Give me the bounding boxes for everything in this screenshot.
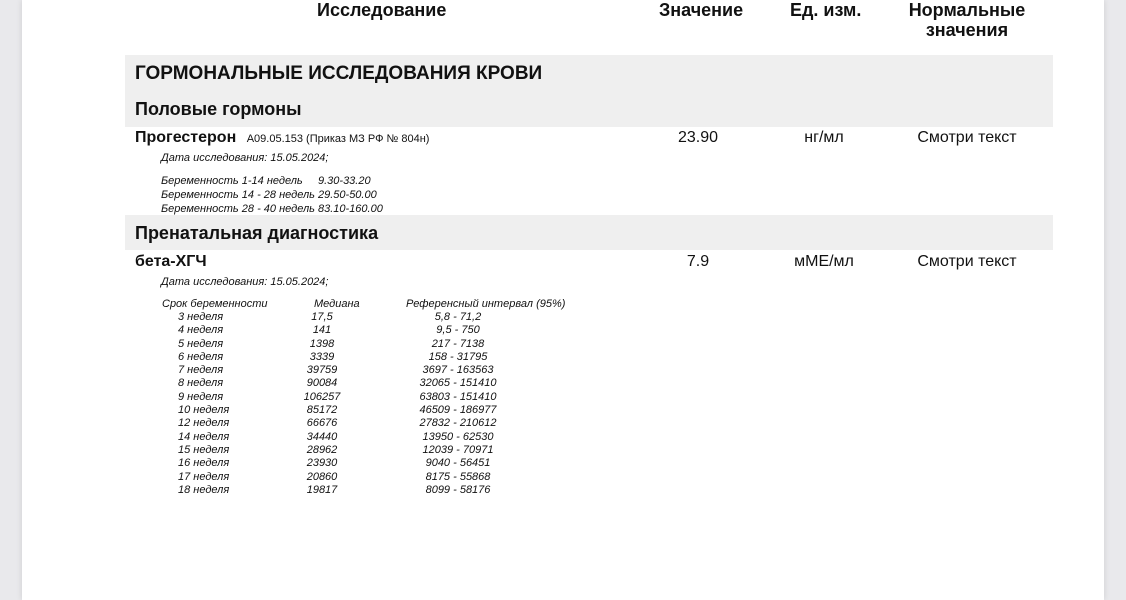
reference-line: Беременность 14 - 28 недель 29.50-50.00 <box>161 189 377 201</box>
test-code: A09.05.153 (Приказ МЗ РФ № 804н) <box>246 133 430 145</box>
table-cell-interval: 63803 - 151410 <box>419 390 497 403</box>
table-cell-term: 4 неделя <box>178 324 224 337</box>
table-cell-median: 106257 <box>303 390 341 403</box>
table-cell-median: 3339 <box>309 350 335 363</box>
report-page <box>22 0 1104 600</box>
table-cell-term: 17 неделя <box>178 470 230 483</box>
test-row-progesterone <box>135 129 429 147</box>
table-cell-median: 141 <box>312 324 332 337</box>
table-header-median: Медиана <box>314 298 360 310</box>
table-cell-median: 85172 <box>306 404 338 417</box>
table-cell-term: 9 неделя <box>178 390 224 403</box>
test-value: 23.90 <box>677 129 719 146</box>
table-header-interval: Референсный интервал (95%) <box>406 298 566 310</box>
reference-line: Беременность 1-14 недель 9.30-33.20 <box>161 175 371 187</box>
table-cell-term: 16 неделя <box>178 457 230 470</box>
table-cell-interval: 9040 - 56451 <box>425 457 491 470</box>
test-date: Дата исследования: 15.05.2024; <box>161 152 329 164</box>
table-cell-median: 17,5 <box>311 311 333 323</box>
table-cell-median: 19817 <box>306 483 338 496</box>
table-cell-term: 12 неделя <box>178 417 230 430</box>
test-unit: мМЕ/мл <box>794 253 854 270</box>
table-cell-interval: 13950 - 62530 <box>422 430 494 443</box>
table-cell-interval: 27832 - 210612 <box>419 417 497 430</box>
column-header-norm <box>892 0 1042 40</box>
table-cell-median: 34440 <box>306 430 338 443</box>
table-cell-interval: 3697 - 163563 <box>422 364 494 377</box>
test-value: 7.9 <box>686 253 710 270</box>
table-cell-interval: 12039 - 70971 <box>422 443 494 456</box>
table-cell-term: 3 неделя <box>178 311 224 323</box>
table-cell-term: 5 неделя <box>178 337 224 350</box>
test-date: Дата исследования: 15.05.2024; <box>161 276 329 288</box>
column-header-value: Значение <box>659 0 744 20</box>
table-cell-term: 18 неделя <box>178 483 230 496</box>
reference-ranges <box>161 174 383 216</box>
table-cell-median: 66676 <box>306 417 338 430</box>
group-title-sex-hormones: Половые гормоны <box>135 99 302 119</box>
table-cell-median: 90084 <box>306 377 338 390</box>
column-header-study: Исследование <box>317 0 447 20</box>
table-cell-interval: 8099 - 58176 <box>425 483 491 496</box>
table-cell-interval: 46509 - 186977 <box>419 404 497 417</box>
table-cell-term: 8 неделя <box>178 377 224 390</box>
table-cell-median: 28962 <box>306 443 338 456</box>
table-cell-interval: 9,5 - 750 <box>436 324 480 337</box>
table-cell-term: 15 неделя <box>178 443 230 456</box>
table-cell-interval: 8175 - 55868 <box>425 470 491 483</box>
test-name: Прогестерон <box>135 129 237 146</box>
table-cell-median: 20860 <box>306 470 338 483</box>
table-cell-term: 10 неделя <box>178 404 230 417</box>
column-header-norm-line1: Нормальные <box>908 0 1026 20</box>
test-norm: Смотри текст <box>917 129 1017 146</box>
test-name-bhcg: бета-ХГЧ <box>135 253 207 270</box>
table-header-term: Срок беременности <box>162 298 268 310</box>
table-cell-interval: 5,8 - 71,2 <box>434 311 482 323</box>
table-cell-term: 14 неделя <box>178 430 230 443</box>
table-cell-median: 39759 <box>306 364 338 377</box>
test-norm: Смотри текст <box>917 253 1017 270</box>
table-cell-term: 6 неделя <box>178 350 224 363</box>
column-header-norm-line2: значения <box>925 20 1009 40</box>
table-cell-interval: 158 - 31795 <box>428 350 488 363</box>
table-cell-term: 7 неделя <box>178 364 224 377</box>
section-title: ГОРМОНАЛЬНЫЕ ИССЛЕДОВАНИЯ КРОВИ <box>135 63 543 84</box>
reference-line: Беременность 28 - 40 недель 83.10-160.00 <box>161 203 383 215</box>
table-cell-median: 23930 <box>306 457 338 470</box>
table-cell-interval: 217 - 7138 <box>431 337 485 350</box>
table-cell-interval: 32065 - 151410 <box>419 377 497 390</box>
table-cell-median: 1398 <box>309 337 335 350</box>
group-title-prenatal: Пренатальная диагностика <box>135 223 379 243</box>
column-header-unit: Ед. изм. <box>790 0 862 20</box>
test-unit: нг/мл <box>804 129 844 146</box>
